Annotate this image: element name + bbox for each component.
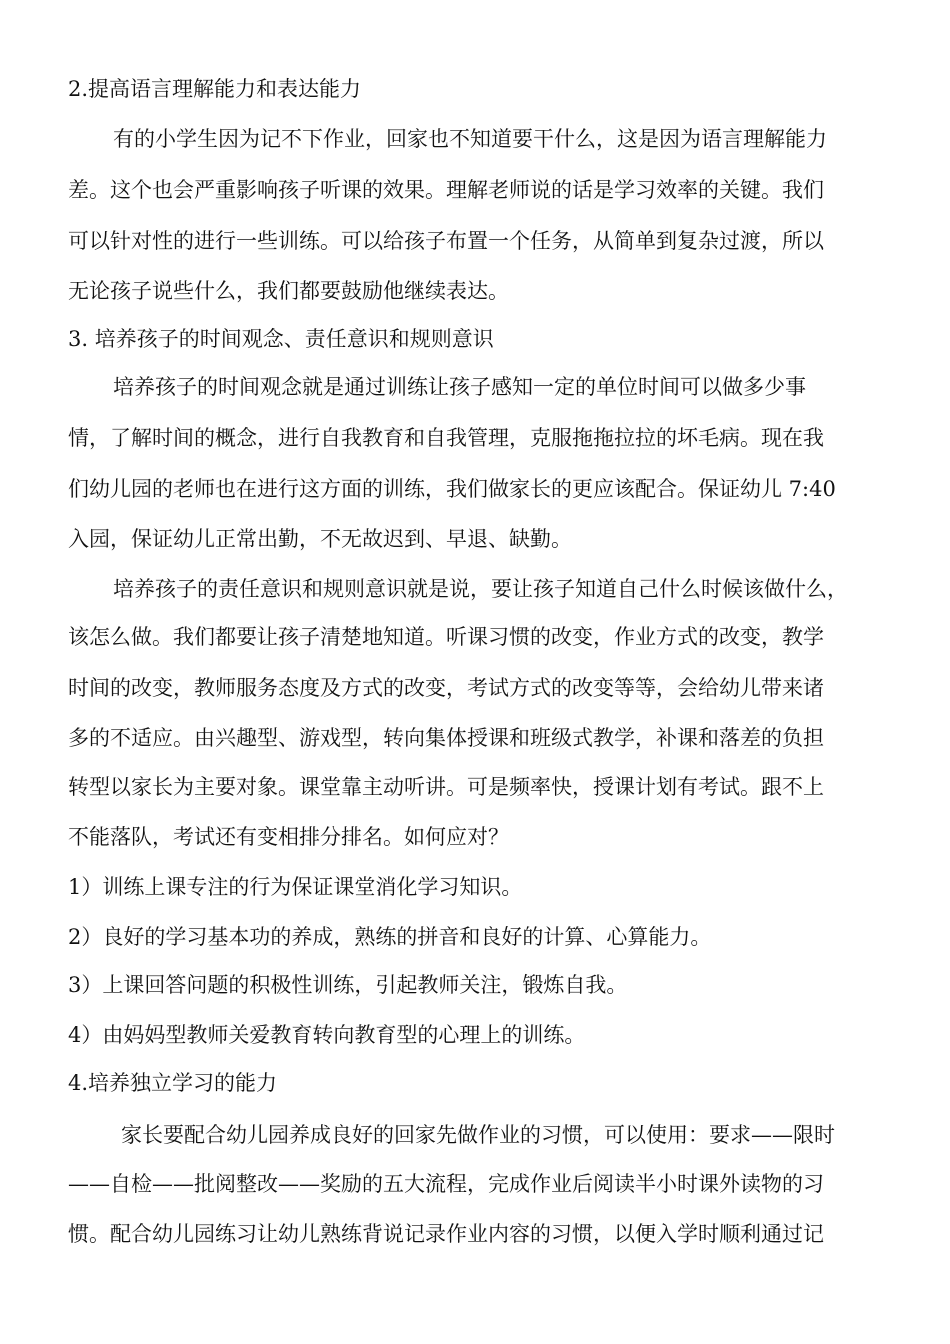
paragraph-line: 无论孩子说些什么，我们都要鼓励他继续表达。 [68, 279, 509, 303]
paragraph-line: 们幼儿园的老师也在进行这方面的训练，我们做家长的更应该配合。保证幼儿 7:40 [68, 477, 836, 501]
list-item: 2）良好的学习基本功的养成，熟练的拼音和良好的计算、心算能力。 [68, 925, 712, 949]
paragraph-line: 多的不适应。由兴趣型、游戏型，转向集体授课和班级式教学，补课和落差的负担 [68, 726, 824, 750]
heading-section-2: 2.提高语言理解能力和表达能力 [68, 77, 362, 101]
paragraph-line: 家长要配合幼儿园养成良好的回家先做作业的习惯，可以使用：要求——限时 [121, 1123, 835, 1147]
heading-section-4: 4.培养独立学习的能力 [68, 1071, 278, 1095]
paragraph-line: 培养孩子的时间观念就是通过训练让孩子感知一定的单位时间可以做多少事 [113, 375, 806, 399]
paragraph-line: 惯。配合幼儿园练习让幼儿熟练背说记录作业内容的习惯，以便入学时顺利通过记 [68, 1222, 824, 1246]
list-item: 4）由妈妈型教师关爱教育转向教育型的心理上的训练。 [68, 1023, 586, 1047]
paragraph-line: 差。这个也会严重影响孩子听课的效果。理解老师说的话是学习效率的关键。我们 [68, 178, 824, 202]
heading-section-3: 3. 培养孩子的时间观念、责任意识和规则意识 [68, 327, 494, 351]
list-item: 1）训练上课专注的行为保证课堂消化学习知识。 [68, 875, 523, 899]
paragraph-line: 有的小学生因为记不下作业，回家也不知道要干什么，这是因为语言理解能力 [113, 127, 827, 151]
paragraph-line: 培养孩子的责任意识和规则意识就是说，要让孩子知道自己什么时候该做什么， [113, 577, 848, 601]
paragraph-line: 时间的改变，教师服务态度及方式的改变，考试方式的改变等等，会给幼儿带来诸 [68, 676, 824, 700]
paragraph-line: 可以针对性的进行一些训练。可以给孩子布置一个任务，从简单到复杂过渡，所以 [68, 229, 824, 253]
list-item: 3）上课回答问题的积极性训练，引起教师关注，锻炼自我。 [68, 973, 628, 997]
paragraph-line: 入园，保证幼儿正常出勤，不无故迟到、早退、缺勤。 [68, 527, 572, 551]
paragraph-line: 转型以家长为主要对象。课堂靠主动听讲。可是频率快，授课计划有考试。跟不上 [68, 775, 824, 799]
paragraph-line: 情，了解时间的概念，进行自我教育和自我管理，克服拖拖拉拉的坏毛病。现在我 [68, 426, 824, 450]
paragraph-line: ——自检——批阅整改——奖励的五大流程，完成作业后阅读半小时课外读物的习 [68, 1172, 824, 1196]
paragraph-line: 该怎么做。我们都要让孩子清楚地知道。听课习惯的改变，作业方式的改变，教学 [68, 625, 824, 649]
paragraph-line: 不能落队，考试还有变相排分排名。如何应对？ [68, 825, 509, 849]
